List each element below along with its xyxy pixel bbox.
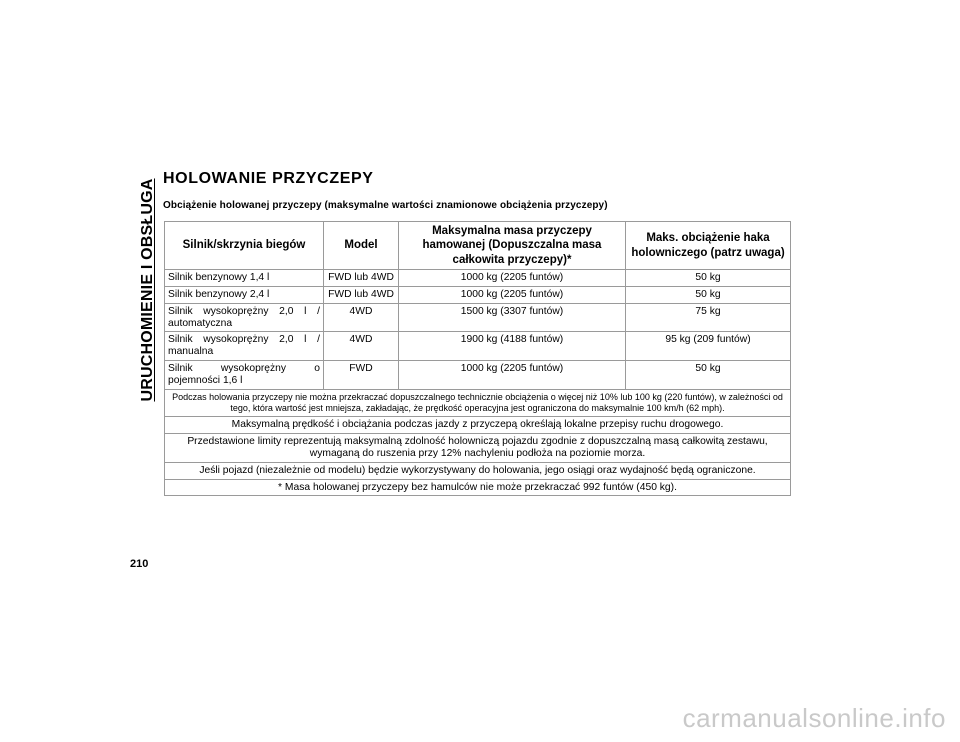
cell-engine: Silnik wysokoprężny o pojemności 1,6 l xyxy=(165,361,324,390)
note-tongue-load-tolerance: Podczas holowania przyczepy nie można przekraczać dopuszczalnego technicznie obciążenia o więcej niż 10% lub 100 kg (220 funtów), w zależności od tego, która wartość jest mniejsza, zakładając, że prędkość operacyjna jest ograniczona do maksymalnie 100 km/h (62 mph). xyxy=(165,389,791,417)
table-note-row xyxy=(165,479,791,496)
cell-tongue-load: 50 kg xyxy=(626,286,791,303)
table-row xyxy=(165,332,791,361)
table-note-row xyxy=(165,434,791,463)
table-row xyxy=(165,361,791,390)
chapter-side-tab-label: URUCHOMIENIE I OBSŁUGA xyxy=(139,178,156,402)
table-subtitle: Obciążenie holowanej przyczepy (maksymalne wartości znamionowe obciążenia przyczepy) xyxy=(163,200,608,211)
cell-model: 4WD xyxy=(324,332,399,361)
cell-trailer-mass: 1000 kg (2205 funtów) xyxy=(399,361,626,390)
cell-trailer-mass: 1900 kg (4188 funtów) xyxy=(399,332,626,361)
table-row xyxy=(165,303,791,332)
cell-model: FWD lub 4WD xyxy=(324,270,399,287)
cell-engine: Silnik benzynowy 1,4 l xyxy=(165,270,324,287)
page-number: 210 xyxy=(130,558,149,570)
table-row xyxy=(165,270,791,287)
header-model: Model xyxy=(324,222,399,270)
note-speed-regulations: Maksymalną prędkość i obciążania podczas jazdy z przyczepą określają lokalne przepisy ruchu drogowego. xyxy=(165,417,791,434)
header-max-braked-trailer-mass: Maksymalna masa przyczepy hamowanej (Dopuszczalna masa całkowita przyczepy)* xyxy=(399,222,626,270)
cell-trailer-mass: 1000 kg (2205 funtów) xyxy=(399,270,626,287)
section-title: HOLOWANIE PRZYCZEPY xyxy=(163,170,374,187)
chapter-side-tab xyxy=(136,170,160,410)
table-header-row xyxy=(165,222,791,270)
cell-model: 4WD xyxy=(324,303,399,332)
header-engine-transmission: Silnik/skrzynia biegów xyxy=(165,222,324,270)
table-note-row xyxy=(165,417,791,434)
header-max-tongue-load: Maks. obciążenie haka holowniczego (patrz uwaga) xyxy=(626,222,791,270)
cell-engine: Silnik benzynowy 2,4 l xyxy=(165,286,324,303)
note-performance: Jeśli pojazd (niezależnie od modelu) będzie wykorzystywany do holowania, jego osiągi oraz wydajność będą ograniczone. xyxy=(165,462,791,479)
note-unbraked-trailer: * Masa holowanej przyczepy bez hamulców nie może przekraczać 992 funtów (450 kg). xyxy=(165,479,791,496)
cell-trailer-mass: 1500 kg (3307 funtów) xyxy=(399,303,626,332)
note-gradient-limit: Przedstawione limity reprezentują maksymalną zdolność holowniczą pojazdu zgodnie z dopuszczalną masą całkowitą zestawu, wymaganą do ruszenia przy 12% nachyleniu podłoża na poziomie morza. xyxy=(165,434,791,463)
cell-engine: Silnik wysokoprężny 2,0 l / automatyczna xyxy=(165,303,324,332)
table-note-row xyxy=(165,389,791,417)
cell-tongue-load: 75 kg xyxy=(626,303,791,332)
cell-trailer-mass: 1000 kg (2205 funtów) xyxy=(399,286,626,303)
table-note-row xyxy=(165,462,791,479)
cell-engine: Silnik wysokoprężny 2,0 l / manualna xyxy=(165,332,324,361)
cell-model: FWD xyxy=(324,361,399,390)
cell-tongue-load: 95 kg (209 funtów) xyxy=(626,332,791,361)
watermark: carmanualsonline.info xyxy=(682,703,946,733)
cell-model: FWD lub 4WD xyxy=(324,286,399,303)
towing-load-table xyxy=(164,221,791,496)
cell-tongue-load: 50 kg xyxy=(626,270,791,287)
table-row xyxy=(165,286,791,303)
cell-tongue-load: 50 kg xyxy=(626,361,791,390)
